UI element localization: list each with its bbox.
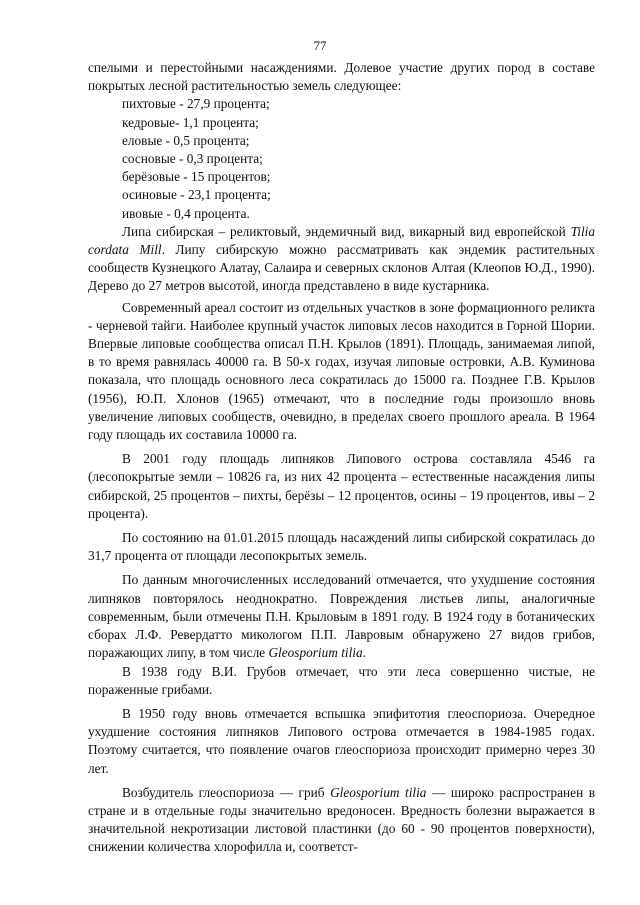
list-item: еловые - 0,5 процента; (122, 132, 250, 148)
paragraph-continuation: спелыми и перестойными насаждениями. Долевое участие других пород в составе покрытых лесной растительностью земель следующее: (88, 60, 595, 94)
text-run: Липа сибирская – реликтовый, эндемичный вид, викарный вид европейской (122, 223, 571, 239)
paragraph-area-2015: По состоянию на 01.01.2015 площадь насаждений липы сибирской сократилась до 31,7 процента от площади лесопокрытых земель. (88, 530, 595, 564)
paragraph-1950: В 1950 году вновь отмечается вспышка эпифитотия глеоспориоза. Очередное ухудшение состояния липняков Липового острова отмечается в 1984-1985 годах. Поэтому считается, что появление очагов глеоспориоза происходит примерно через 30 лет. (88, 705, 595, 776)
list-item: осиновые - 23,1 процента; (122, 187, 271, 203)
list-item: кедровые- 1,1 процента; (122, 114, 259, 130)
paragraph-studies (88, 571, 595, 662)
text-run: . (362, 645, 366, 661)
species-name-italic: Tilia cordata Mill (88, 223, 595, 258)
list-item: ивовые - 0,4 процента. (122, 205, 250, 221)
text-run: . Липу сибирскую можно рассматривать как эндемик растительных сообществ Кузнецкого Алатау, Салаира и северных склонов Алтая (Клеопов Ю.Д., 1990). Дерево до 27 метров высотой, иногда представлено в виде кустарника. (88, 242, 596, 294)
list-item: сосновые - 0,3 процента; (122, 151, 263, 167)
body-text (88, 59, 595, 857)
list-item: берёзовые - 15 процентов; (122, 169, 271, 185)
paragraph-pathogen (88, 784, 595, 857)
paragraph-linden-description (88, 223, 595, 296)
page-number: 77 (313, 38, 327, 53)
list-item: пихтовые - 27,9 процента; (122, 96, 270, 112)
paragraph-area-2001: В 2001 году площадь липняков Липового острова составляла 4546 га (лесопокрытые земли – 10826 га, из них 42 процента – естественные насаждения липы сибирской, 25 процентов – пихты, берёзы – 12 процентов, осины – 19 процентов, ивы – 2 процента). (88, 451, 595, 521)
text-run: — широко распространен в стране и в отдельные годы значительно вредоносен. Вредность болезни выражается в значительной некротизации листовой пластинки (до 60 - 90 процентов поверхности), снижении количества хлорофилла и, соответст- (88, 784, 595, 855)
species-share-list (88, 95, 595, 222)
paragraph-range: Современный ареал состоит из отдельных участков в зоне формационного реликта - черневой тайги. Наиболее крупный участок липовых лесов находится в Горной Шории. Впервые липовые сообщества описал П.Н. Крылов (1891). Площадь, занимаемая липой, в то время равнялась 40000 га. В 50-х годах, изучая липовые островки, А.В. Куминова показала, что площадь основного леса сократилась до 15000 га. Позднее Г.В. Крылов (1956), Ю.П. Хлонов (1965) отмечают, что в последние годы произошло вновь увеличение липовых сообществ, очевидно, в пределах своего прошлого ареала. В 1964 году площадь их составила 10000 га. (88, 299, 595, 443)
species-name-italic: Gleosporium tilia (330, 784, 427, 800)
paragraph-1938: В 1938 году В.И. Грубов отмечает, что эти леса совершенно чистые, не пораженные грибами. (88, 663, 595, 697)
text-run: По данным многочисленных исследований отмечается, что ухудшение состояния липняков повторялось неоднократно. Повреждения листьев липы, аналогичные современным, были отмечены П.Н. Крыловым в 1891 году. В 1924 году в ботанических сборах Л.Ф. Ревердатто микологом П.П. Лавровым обнаружено 27 видов грибов, поражающих липу, в том числе (88, 572, 595, 661)
species-name-italic: Gleosporium tilia (268, 645, 363, 661)
text-run: Возбудитель глеоспориоза — гриб (122, 784, 331, 800)
